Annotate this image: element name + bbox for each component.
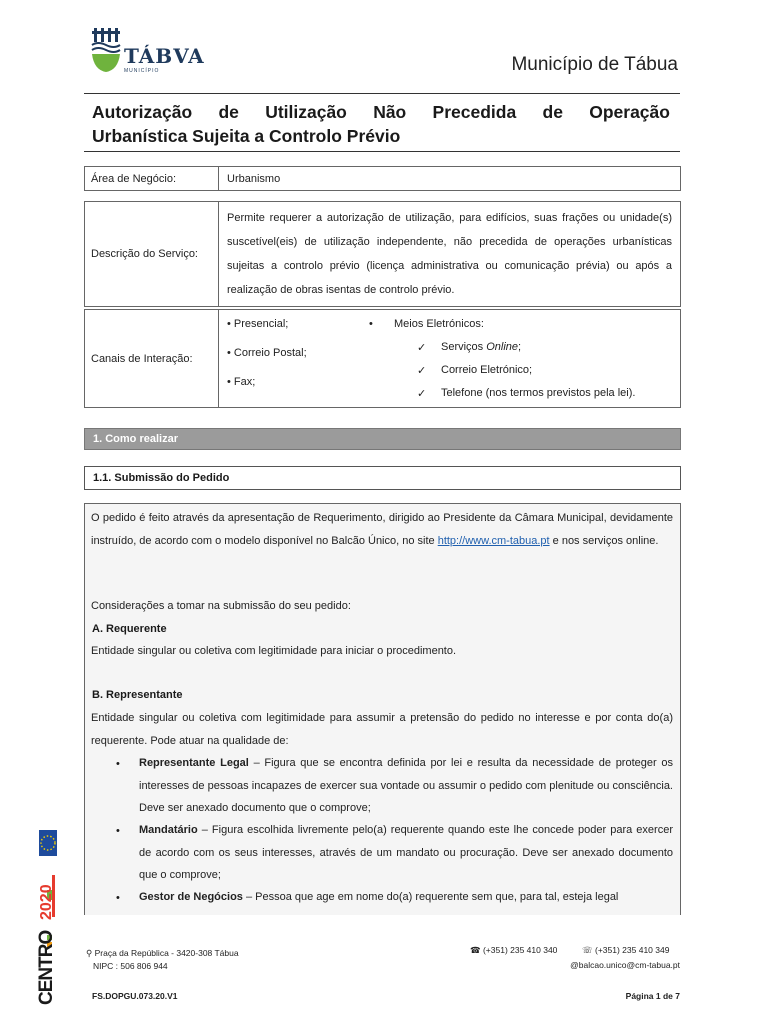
title-line-2: Urbanística Sujeita a Controlo Prévio [92, 126, 401, 146]
fax-text: (+351) 235 410 349 [595, 945, 670, 955]
area-label: Área de Negócio: [85, 167, 219, 191]
area-value: Urbanismo [219, 167, 681, 191]
phone-icon: ☎ [470, 945, 481, 955]
intro-paragraph [91, 507, 673, 552]
requerente-text: Entidade singular ou coletiva com legitimidade para iniciar o procedimento. [91, 645, 457, 657]
centro-2020-logo: CENTRO [36, 930, 57, 1005]
title-word: Autorização [92, 102, 193, 122]
list-bullet: • [116, 892, 120, 904]
description-value: Permite requerer a autorização de utilização, para edifícios, suas frações ou unidade(s) suscetível(eis) de utilização independente, não precedida de operações urbanísticas sujeitas a controlo prévio (licença administrativa ou comunicação prévia) ou após a realização de obras isentas de controlo prévio. [219, 202, 681, 307]
tabua-crest-icon [90, 28, 124, 78]
intro-text: O pedido é feito através da apresentação de Requerimento, dirigido ao Presidente da Câmara Municipal, devidamente instruído, de acordo com o modelo disponível no Balcão Único, no site [91, 512, 673, 547]
electronic-bullet: • [369, 318, 373, 330]
title-word: Operação [589, 102, 670, 122]
funding-logos [34, 800, 64, 1005]
online-prefix: Serviços [441, 341, 487, 353]
title-word: Não [373, 102, 407, 122]
document-code: FS.DOPGU.073.20.V1 [92, 991, 178, 1001]
title-rule [84, 151, 680, 152]
municipality-name: Município de Tábua [511, 54, 678, 75]
check-icon: ✓ [417, 365, 427, 377]
title-word: de [542, 102, 563, 122]
header-rule [84, 93, 680, 94]
intro-tail: e nos serviços online. [549, 534, 659, 547]
considerations-text: Considerações a tomar na submissão do seu pedido: [91, 600, 351, 612]
description-table [84, 201, 681, 307]
list-item [139, 752, 673, 820]
requerente-heading: A. Requerente [92, 623, 167, 635]
channel-online [441, 341, 521, 353]
item-term: Representante Legal [139, 757, 249, 769]
list-bullet: • [116, 758, 120, 770]
item-text: – Pessoa que age em nome do(a) requerente sem que, para tal, esteja legal [242, 891, 619, 903]
channel-phone: Telefone (nos termos previstos pela lei). [441, 387, 636, 399]
footer-address [86, 948, 239, 959]
item-term: Mandatário [139, 824, 198, 836]
email-icon: @ [570, 960, 579, 970]
list-item [139, 819, 673, 887]
description-label: Descrição do Serviço: [85, 202, 219, 307]
list-bullet: • [116, 825, 120, 837]
section-heading: 1. Como realizar [84, 428, 681, 450]
footer-phone [470, 945, 557, 956]
representante-text: Entidade singular ou coletiva com legitimidade para assumir a pretensão do pedido no interesse e por conta do(a) requerente. Pode atuar na qualidade de: [91, 712, 673, 747]
title-line-1 [92, 100, 670, 124]
item-text: – Figura que se encontra definida por lei e resulta da necessidade de proteger os interesses de pessoas incapazes de exercer sua vontade ou assumir o pedido com plenitude ou consciência. Deve ser anexado documento que o comprove; [139, 757, 673, 814]
channels-label: Canais de Interação: [85, 310, 219, 408]
fax-icon: ☏ [582, 945, 593, 955]
item-text: – Figura escolhida livremente pelo(a) requerente quando este lhe concede poder para exercer de acordo com os seus interesses, através de um mandato ou procuração. Deve ser anexado documento que o comprove; [139, 824, 673, 881]
logo-subtitle: MUNICÍPIO [124, 68, 160, 74]
location-pin-icon: ⚲ [86, 948, 93, 958]
area-table [84, 166, 681, 191]
channel-electronic-head: Meios Eletrónicos: [394, 318, 484, 330]
phone-text: (+351) 235 410 340 [482, 945, 558, 955]
check-icon: ✓ [417, 342, 427, 354]
channel-fax: • Fax; [227, 376, 256, 388]
document-title [92, 100, 670, 148]
channels-value [219, 310, 681, 408]
representante-heading: B. Representante [92, 689, 183, 701]
channel-presencial: • Presencial; [227, 318, 289, 330]
online-word: Online [486, 341, 519, 353]
address-text: Praça da República - 3420-308 Tábua [94, 948, 239, 958]
page-number: Página 1 de 7 [625, 991, 680, 1001]
channels-table [84, 309, 681, 408]
channel-email: Correio Eletrónico; [441, 364, 533, 376]
check-icon: ✓ [417, 388, 427, 400]
title-word: de [218, 102, 239, 122]
list-item [139, 886, 673, 908]
channel-postal: • Correio Postal; [227, 347, 307, 359]
online-suffix: ; [518, 341, 522, 353]
portugal-2020-logo: 2020 [38, 884, 55, 920]
email-text: balcao.unico@cm-tabua.pt [578, 960, 680, 970]
title-word: Utilização [265, 102, 347, 122]
footer-fax [582, 945, 669, 956]
tabua-logo [90, 28, 205, 80]
footer-nipc: NIPC : 506 806 944 [93, 961, 168, 971]
title-word: Precedida [432, 102, 517, 122]
item-term: Gestor de Negócios [139, 891, 243, 903]
footer-email [570, 960, 680, 970]
website-link[interactable]: http://www.cm-tabua.pt [437, 534, 550, 547]
logo-wordmark: TÁBVA [124, 44, 205, 68]
subsection-heading: 1.1. Submissão do Pedido [84, 466, 681, 490]
